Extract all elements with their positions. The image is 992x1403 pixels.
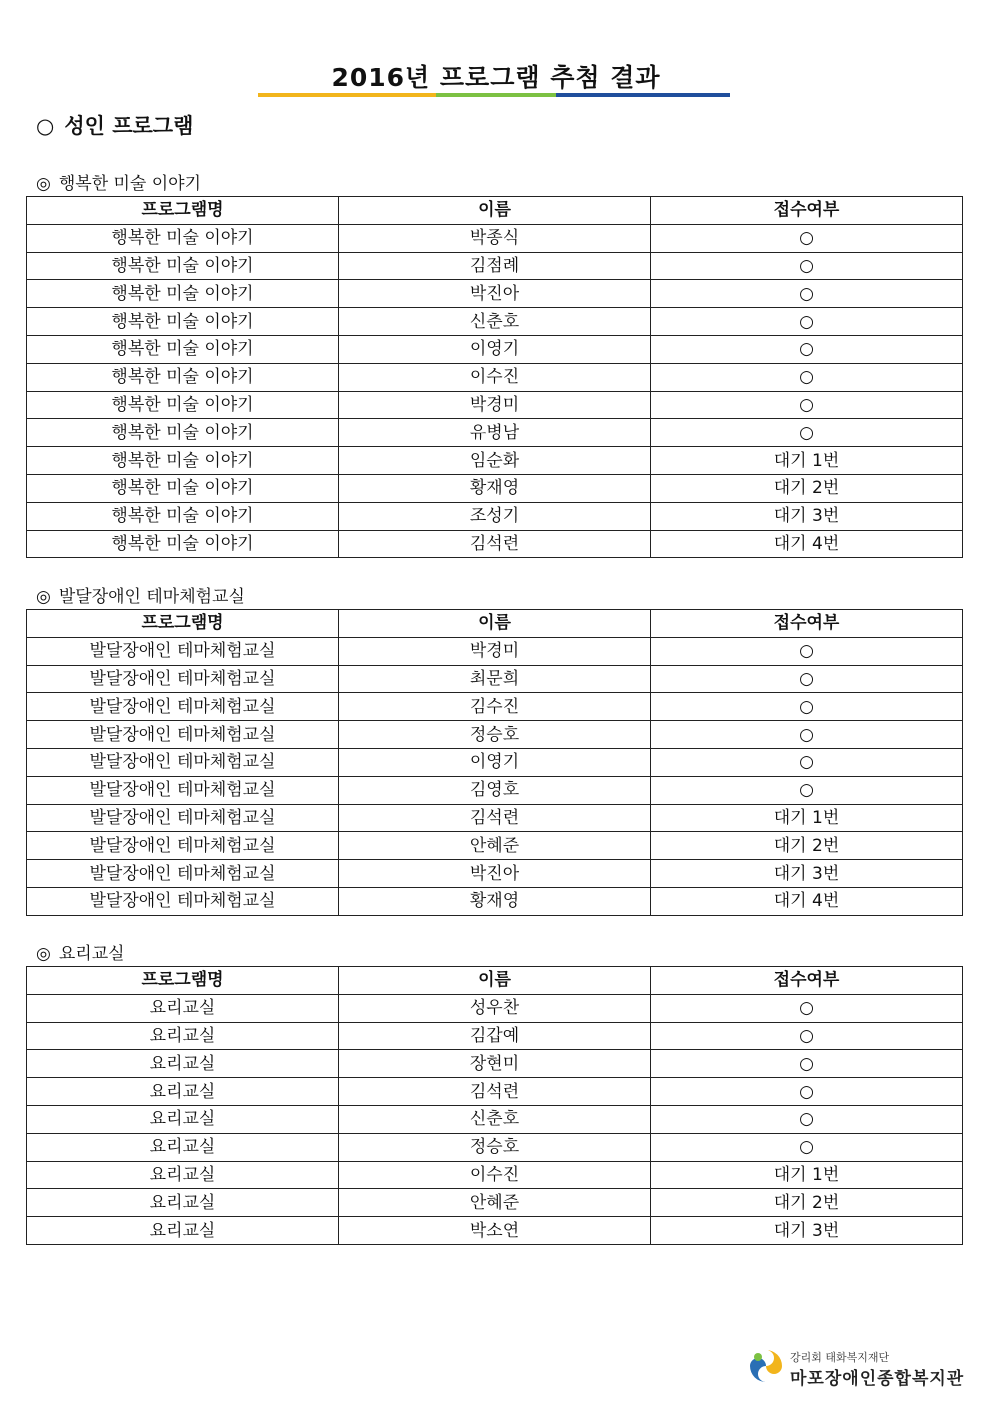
cell-program: 행복한 미술 이야기 [27, 530, 339, 558]
cell-status: 대기 2번 [651, 474, 963, 502]
page-title: 2016년 프로그램 추첨 결과 [331, 63, 661, 92]
table-row [27, 860, 963, 888]
table-row [27, 1105, 963, 1133]
table-row [27, 447, 963, 475]
cell-name: 이수진 [339, 1161, 651, 1189]
column-header-status: 접수여부 [651, 610, 963, 638]
cell-name: 박진아 [339, 280, 651, 308]
cell-status: 대기 2번 [651, 832, 963, 860]
table-row [27, 804, 963, 832]
result-table [26, 196, 963, 558]
cell-program: 요리교실 [27, 1050, 339, 1078]
cell-status: ○ [651, 994, 963, 1022]
table-row [27, 637, 963, 665]
cell-name: 조성기 [339, 502, 651, 530]
cell-program: 행복한 미술 이야기 [27, 447, 339, 475]
table-row [27, 1161, 963, 1189]
cell-name: 성우찬 [339, 994, 651, 1022]
cell-program: 요리교실 [27, 1105, 339, 1133]
cell-name: 김영호 [339, 776, 651, 804]
cell-program: 발달장애인 테마체험교실 [27, 693, 339, 721]
cell-program: 발달장애인 테마체험교실 [27, 748, 339, 776]
cell-status: ○ [651, 252, 963, 280]
cell-status: 대기 3번 [651, 1217, 963, 1245]
cell-status: 대기 4번 [651, 530, 963, 558]
table-row [27, 665, 963, 693]
cell-name: 임순화 [339, 447, 651, 475]
table-row [27, 530, 963, 558]
cell-program: 요리교실 [27, 1133, 339, 1161]
cell-status: ○ [651, 391, 963, 419]
section-marker: ○ [36, 114, 55, 138]
logo-emblem-icon [748, 1348, 784, 1384]
table-row [27, 1217, 963, 1245]
logo-name: 마포장애인종합복지관 [790, 1369, 965, 1389]
cell-name: 박경미 [339, 637, 651, 665]
cell-program: 행복한 미술 이야기 [27, 308, 339, 336]
cell-name: 김갑예 [339, 1022, 651, 1050]
table-row [27, 308, 963, 336]
table-row [27, 994, 963, 1022]
cell-program: 행복한 미술 이야기 [27, 252, 339, 280]
block-title-label: 행복한 미술 이야기 [58, 174, 202, 194]
block-marker: ◎ [36, 944, 51, 964]
section-heading [36, 110, 193, 140]
column-header-program: 프로그램명 [27, 967, 339, 995]
table-row [27, 887, 963, 915]
cell-status: 대기 3번 [651, 502, 963, 530]
cell-program: 발달장애인 테마체험교실 [27, 887, 339, 915]
cell-program: 행복한 미술 이야기 [27, 224, 339, 252]
title-underline [258, 93, 730, 97]
cell-status: ○ [651, 637, 963, 665]
cell-program: 요리교실 [27, 1022, 339, 1050]
cell-name: 박종식 [339, 224, 651, 252]
table-row [27, 363, 963, 391]
cell-program: 요리교실 [27, 1161, 339, 1189]
table-row [27, 502, 963, 530]
block-title-label: 요리교실 [58, 944, 125, 964]
cell-program: 발달장애인 테마체험교실 [27, 721, 339, 749]
cell-program: 행복한 미술 이야기 [27, 363, 339, 391]
cell-program: 행복한 미술 이야기 [27, 502, 339, 530]
table-row [27, 391, 963, 419]
table-row [27, 419, 963, 447]
column-header-name: 이름 [339, 197, 651, 225]
cell-name: 장현미 [339, 1050, 651, 1078]
table-row [27, 1050, 963, 1078]
cell-name: 정승호 [339, 721, 651, 749]
cell-name: 정승호 [339, 1133, 651, 1161]
cell-name: 김석련 [339, 530, 651, 558]
column-header-status: 접수여부 [651, 197, 963, 225]
cell-name: 안혜준 [339, 1189, 651, 1217]
cell-name: 김수진 [339, 693, 651, 721]
cell-name: 안혜준 [339, 832, 651, 860]
cell-name: 김점례 [339, 252, 651, 280]
column-header-program: 프로그램명 [27, 197, 339, 225]
cell-name: 최문희 [339, 665, 651, 693]
table-row [27, 1133, 963, 1161]
cell-program: 행복한 미술 이야기 [27, 474, 339, 502]
cell-name: 유병남 [339, 419, 651, 447]
table-row [27, 252, 963, 280]
cell-status: 대기 4번 [651, 887, 963, 915]
cell-status: 대기 1번 [651, 447, 963, 475]
block-title [26, 942, 963, 966]
cell-status: ○ [651, 721, 963, 749]
cell-status: 대기 3번 [651, 860, 963, 888]
cell-name: 이영기 [339, 335, 651, 363]
block-title [26, 585, 963, 609]
cell-name: 황재영 [339, 887, 651, 915]
table-row [27, 224, 963, 252]
title-underline-yellow [258, 93, 436, 97]
block-marker: ◎ [36, 587, 51, 607]
cell-status: 대기 2번 [651, 1189, 963, 1217]
cell-program: 요리교실 [27, 994, 339, 1022]
table-row [27, 474, 963, 502]
cell-program: 행복한 미술 이야기 [27, 419, 339, 447]
cell-program: 발달장애인 테마체험교실 [27, 637, 339, 665]
table-header-row [27, 197, 963, 225]
column-header-status: 접수여부 [651, 967, 963, 995]
cell-program: 발달장애인 테마체험교실 [27, 860, 339, 888]
table-row [27, 748, 963, 776]
title-underline-green [436, 93, 556, 97]
cell-name: 박경미 [339, 391, 651, 419]
cell-name: 황재영 [339, 474, 651, 502]
cell-status: ○ [651, 1078, 963, 1106]
table-row [27, 721, 963, 749]
cell-name: 신춘호 [339, 1105, 651, 1133]
program-block-theme [26, 585, 963, 916]
cell-program: 행복한 미술 이야기 [27, 280, 339, 308]
cell-status: ○ [651, 1022, 963, 1050]
table-header-row [27, 967, 963, 995]
cell-program: 발달장애인 테마체험교실 [27, 665, 339, 693]
logo-subtitle: 강리회 태화복지재단 [790, 1351, 890, 1364]
cell-status: ○ [651, 419, 963, 447]
cell-status: ○ [651, 335, 963, 363]
cell-program: 발달장애인 테마체험교실 [27, 776, 339, 804]
cell-name: 박소연 [339, 1217, 651, 1245]
block-title [26, 172, 963, 196]
cell-program: 발달장애인 테마체험교실 [27, 804, 339, 832]
table-row [27, 1022, 963, 1050]
block-marker: ◎ [36, 174, 51, 194]
cell-status: 대기 1번 [651, 804, 963, 832]
table-row [27, 335, 963, 363]
cell-name: 신춘호 [339, 308, 651, 336]
block-title-label: 발달장애인 테마체험교실 [58, 587, 245, 607]
result-table [26, 609, 963, 916]
cell-status: ○ [651, 1133, 963, 1161]
cell-status: ○ [651, 363, 963, 391]
cell-status: ○ [651, 776, 963, 804]
cell-status: ○ [651, 224, 963, 252]
table-header-row [27, 610, 963, 638]
cell-program: 요리교실 [27, 1189, 339, 1217]
program-block-cooking [26, 942, 963, 1245]
result-table [26, 966, 963, 1245]
cell-status: ○ [651, 1050, 963, 1078]
cell-program: 행복한 미술 이야기 [27, 335, 339, 363]
title-underline-blue [556, 93, 730, 97]
cell-name: 김석련 [339, 804, 651, 832]
column-header-program: 프로그램명 [27, 610, 339, 638]
column-header-name: 이름 [339, 967, 651, 995]
column-header-name: 이름 [339, 610, 651, 638]
cell-status: ○ [651, 748, 963, 776]
table-row [27, 693, 963, 721]
table-row [27, 776, 963, 804]
cell-program: 행복한 미술 이야기 [27, 391, 339, 419]
cell-program: 발달장애인 테마체험교실 [27, 832, 339, 860]
cell-status: 대기 1번 [651, 1161, 963, 1189]
table-row [27, 832, 963, 860]
cell-status: ○ [651, 693, 963, 721]
cell-status: ○ [651, 308, 963, 336]
cell-name: 박진아 [339, 860, 651, 888]
table-row [27, 1189, 963, 1217]
section-label: 성인 프로그램 [64, 114, 194, 138]
cell-name: 이영기 [339, 748, 651, 776]
cell-status: ○ [651, 280, 963, 308]
table-row [27, 280, 963, 308]
cell-status: ○ [651, 665, 963, 693]
footer-logo [748, 1346, 968, 1389]
cell-name: 이수진 [339, 363, 651, 391]
table-row [27, 1078, 963, 1106]
cell-name: 김석련 [339, 1078, 651, 1106]
cell-program: 요리교실 [27, 1078, 339, 1106]
program-block-art [26, 172, 963, 558]
cell-program: 요리교실 [27, 1217, 339, 1245]
cell-status: ○ [651, 1105, 963, 1133]
